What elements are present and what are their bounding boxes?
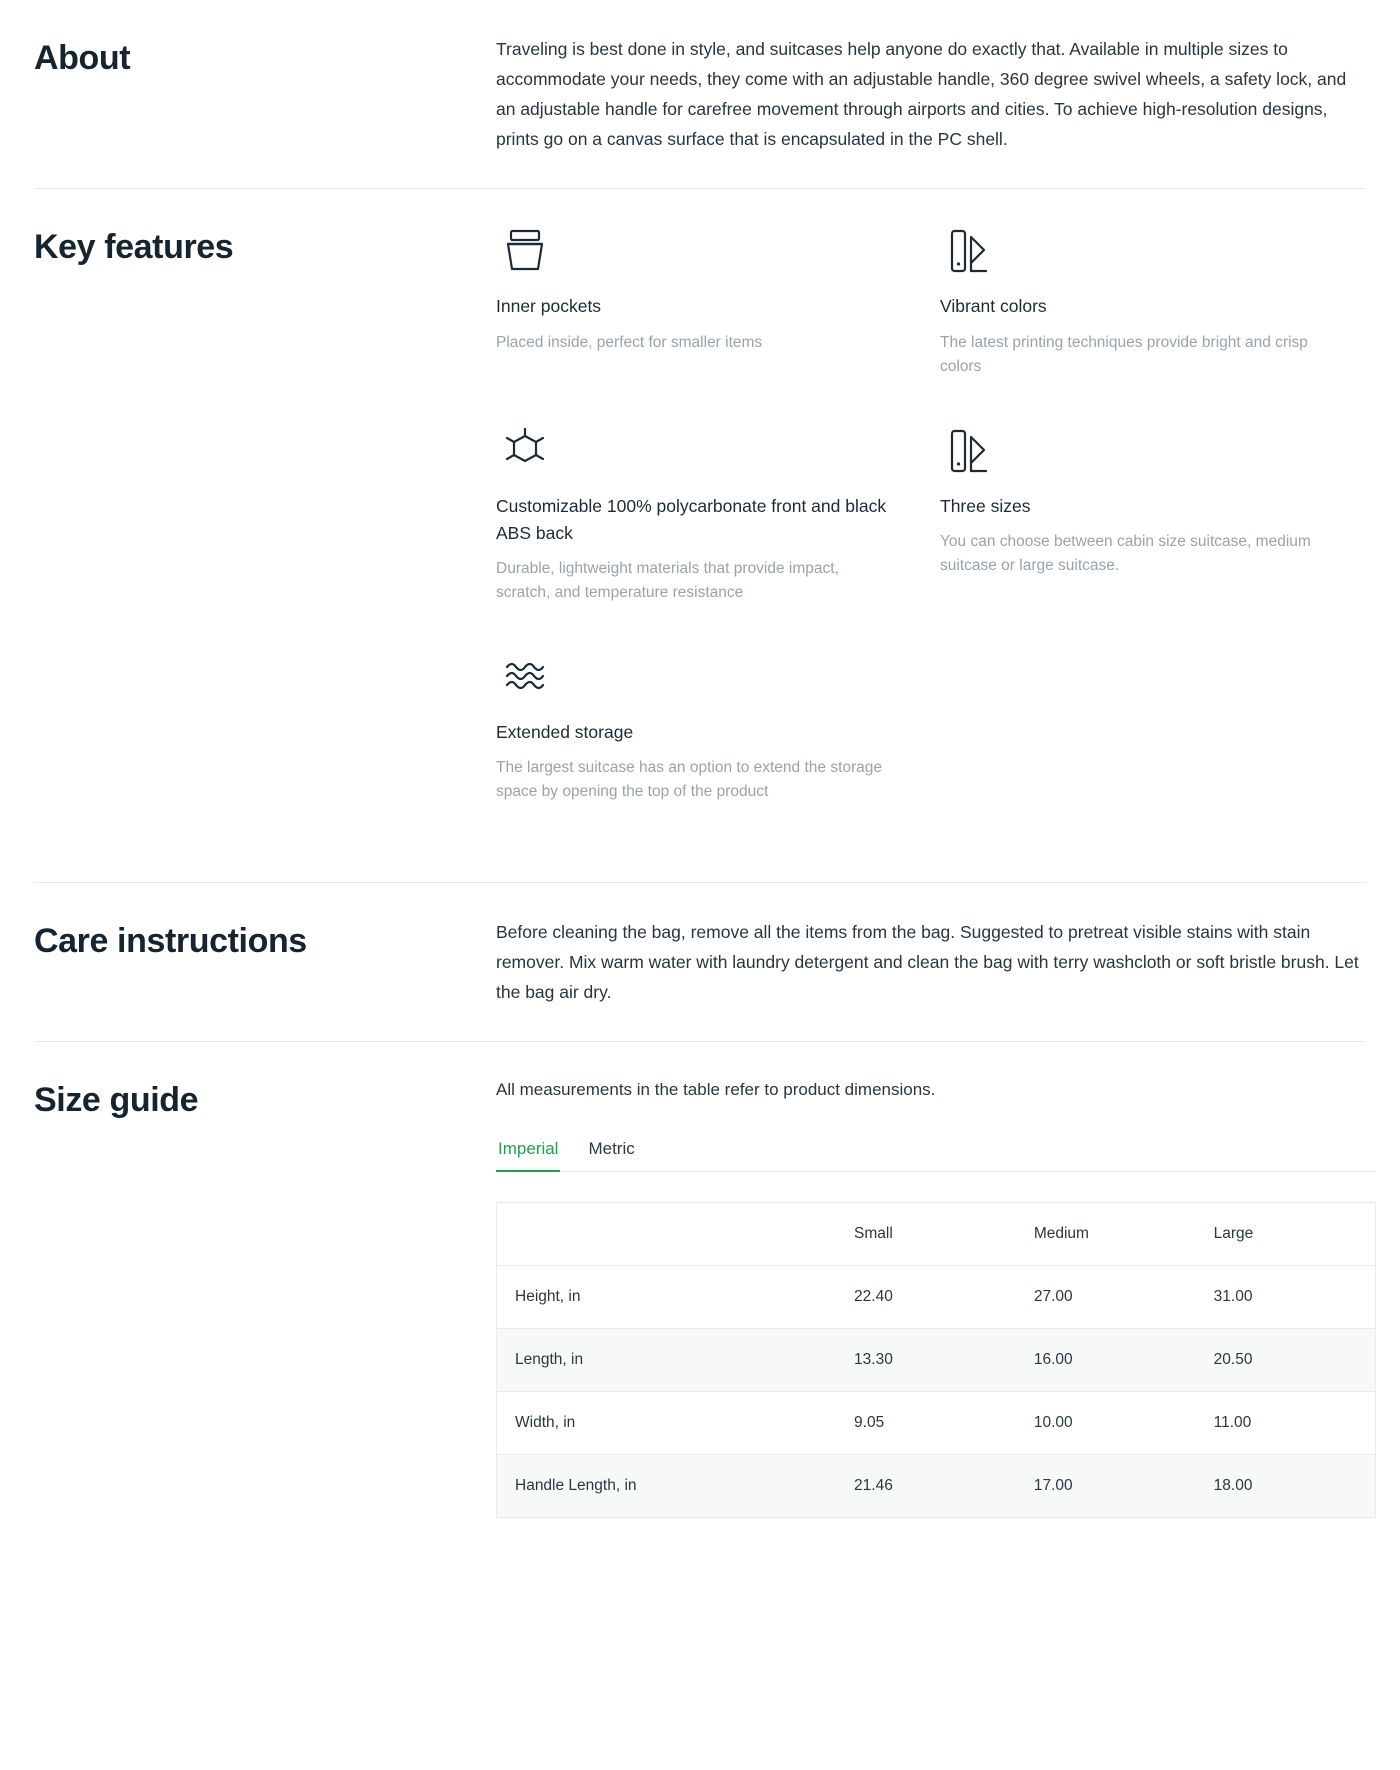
open-box-icon — [496, 223, 892, 279]
cell-large: 31.00 — [1196, 1266, 1376, 1329]
feature-title: Extended storage — [496, 721, 634, 742]
size-guide-section — [34, 1042, 1366, 1552]
feature-desc: Durable, lightweight materials that provide impact, scratch, and temperature resistance — [496, 559, 839, 601]
th-medium: Medium — [1016, 1203, 1196, 1266]
feature-desc: Placed inside, perfect for smaller items — [496, 333, 763, 351]
feature-desc: You can choose between cabin size suitcase, medium suitcase or large suitcase. — [940, 532, 1311, 574]
feature-extended-storage — [496, 649, 922, 848]
cell-large: 20.50 — [1196, 1329, 1376, 1392]
cell-medium: 17.00 — [1016, 1455, 1196, 1518]
row-label: Height, in — [497, 1266, 837, 1329]
cell-small: 22.40 — [836, 1266, 1016, 1329]
key-features-title: Key features — [34, 228, 234, 267]
size-guide-body — [496, 1076, 1376, 1518]
feature-title: Vibrant colors — [940, 296, 1047, 317]
size-unit-tabs — [496, 1139, 1376, 1172]
feature-desc: The latest printing techniques provide bright and crisp colors — [940, 333, 1308, 375]
feature-inner-pockets — [496, 223, 922, 422]
cell-medium: 27.00 — [1016, 1266, 1196, 1329]
cell-large: 18.00 — [1196, 1455, 1376, 1518]
color-swatch-icon — [940, 423, 1336, 479]
table-body — [497, 1266, 1376, 1518]
about-title: About — [34, 39, 131, 77]
care-instructions-body — [496, 917, 1366, 1007]
table-head — [497, 1203, 1376, 1266]
row-label: Length, in — [497, 1329, 837, 1392]
th-large: Large — [1196, 1203, 1376, 1266]
cell-small: 13.30 — [836, 1329, 1016, 1392]
cell-medium: 16.00 — [1016, 1329, 1196, 1392]
row-label: Width, in — [497, 1392, 837, 1455]
cell-medium: 10.00 — [1016, 1392, 1196, 1455]
care-instructions-section — [34, 883, 1366, 1041]
cell-small: 21.46 — [836, 1455, 1016, 1518]
about-section — [34, 0, 1366, 188]
feature-polycarbonate — [496, 423, 922, 649]
care-instructions-title: Care instructions — [34, 921, 307, 960]
tab-metric[interactable]: Metric — [588, 1139, 635, 1159]
key-features-section — [34, 189, 1366, 882]
th-blank — [497, 1203, 837, 1266]
polymer-molecule-icon — [496, 423, 892, 479]
size-guide-title: Size guide — [34, 1081, 199, 1120]
table-header-row — [497, 1203, 1376, 1266]
table-row — [497, 1392, 1376, 1455]
feature-title: Three sizes — [940, 495, 1031, 516]
cell-small: 9.05 — [836, 1392, 1016, 1455]
size-guide-table — [496, 1202, 1376, 1518]
key-features-body — [496, 223, 1366, 848]
table-row — [497, 1266, 1376, 1329]
feature-title: Customizable 100% polycarbonate front and black ABS back — [496, 495, 887, 543]
cell-large: 11.00 — [1196, 1392, 1376, 1455]
feature-title: Inner pockets — [496, 296, 602, 317]
about-text: Traveling is best done in style, and suitcases help anyone do exactly that. Available in multiple sizes to accommodate your needs, they come with an adjustable handle, 360 degree swivel wheels, a safety lock, and an adjustable handle for carefree movement through airports and cities. To achieve high-resolution designs, prints go on a canvas surface that is encapsulated in the PC shell. — [496, 39, 1347, 150]
feature-three-sizes — [940, 423, 1366, 649]
feature-desc: The largest suitcase has an option to extend the storage space by opening the top of the product — [496, 758, 883, 800]
feature-vibrant-colors — [940, 223, 1366, 422]
care-instructions-text: Before cleaning the bag, remove all the items from the bag. Suggested to pretreat visible stains with stain remover. Mix warm water with laundry detergent and clean the bag with terry washcloth or soft bristle brush. Let the bag air dry. — [496, 921, 1359, 1003]
about-body — [496, 34, 1366, 154]
row-label: Handle Length, in — [497, 1455, 837, 1518]
waves-icon — [496, 649, 892, 705]
features-grid — [496, 223, 1366, 848]
table-row — [497, 1455, 1376, 1518]
tab-imperial[interactable]: Imperial — [496, 1139, 560, 1172]
th-small: Small — [836, 1203, 1016, 1266]
table-row — [497, 1329, 1376, 1392]
color-swatch-icon — [940, 223, 1336, 279]
size-guide-note: All measurements in the table refer to product dimensions. — [496, 1080, 936, 1100]
